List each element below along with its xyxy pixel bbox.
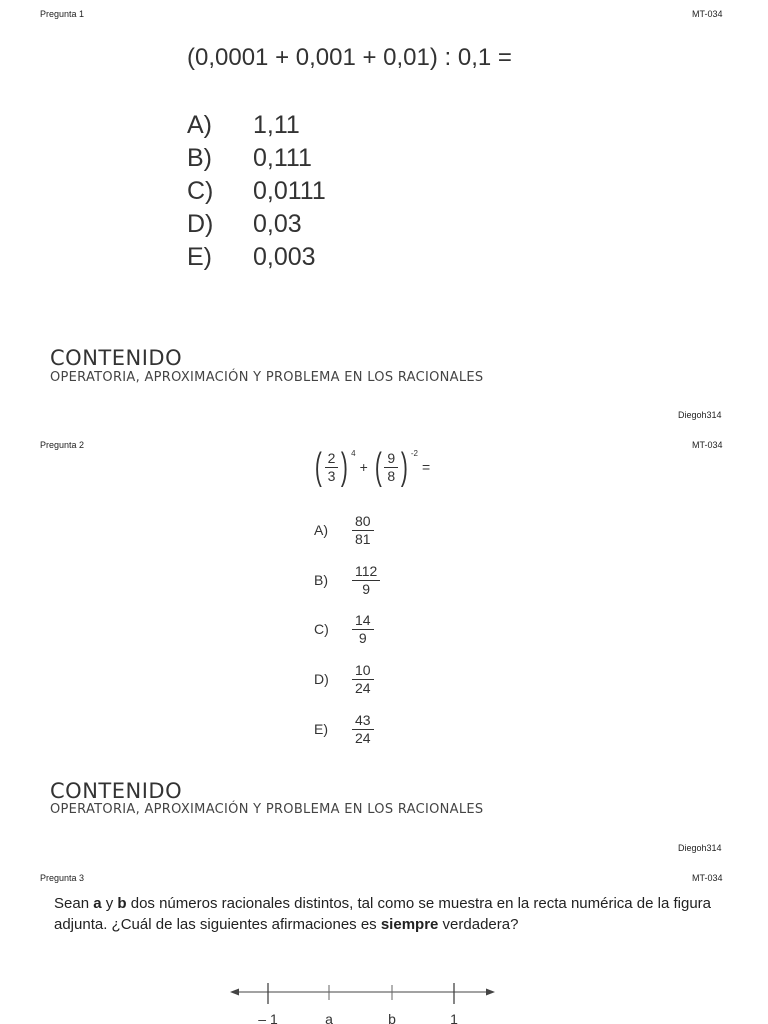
- left-paren: (: [374, 446, 382, 488]
- label-one: 1: [450, 1011, 458, 1024]
- option-letter: E): [187, 243, 212, 271]
- option-d[interactable]: [314, 663, 374, 695]
- question-2-label: Pregunta 2: [40, 440, 85, 450]
- content-title: CONTENIDO: [50, 346, 183, 370]
- question-1-expression: (0,0001 + 0,001 + 0,01) : 0,1 =: [187, 44, 512, 71]
- right-paren: ): [341, 446, 349, 488]
- question-1-code: MT-034: [692, 9, 723, 19]
- question-2-expression: [312, 448, 430, 486]
- exponent: -2: [410, 448, 418, 458]
- option-letter: E): [314, 721, 328, 738]
- option-value: 0,03: [253, 210, 302, 238]
- left-paren: (: [314, 446, 322, 488]
- option-letter: A): [187, 111, 212, 139]
- exponent: 4: [351, 448, 356, 458]
- option-letter: D): [314, 671, 329, 688]
- left-arrow: [230, 989, 239, 996]
- option-value: 0,003: [253, 243, 316, 271]
- author-credit: Diegoh314: [678, 410, 722, 420]
- option-value: 0,0111: [253, 177, 326, 205]
- option-value: 0,111: [253, 144, 312, 172]
- option-value: 1,11: [253, 111, 300, 139]
- right-arrow: [486, 989, 495, 996]
- label-a: a: [325, 1011, 333, 1024]
- option-letter: C): [187, 177, 214, 205]
- fraction: $\frac{80}{81}$: [352, 514, 374, 546]
- option-e[interactable]: [187, 243, 316, 272]
- fraction: $\frac{43}{24}$: [352, 713, 374, 745]
- option-e[interactable]: [314, 713, 374, 745]
- question-2-code: MT-034: [692, 440, 723, 450]
- number-line: [220, 978, 510, 1024]
- option-d[interactable]: [187, 210, 302, 239]
- question-1-label: Pregunta 1: [40, 9, 85, 19]
- fraction: $\frac{9}{8}$: [384, 451, 398, 483]
- question-3-text: Sean a y b dos números racionales distintos, tal como se muestra en la recta numérica de la figura adjunta. ¿Cuál de las siguientes afirmaciones es siempre verdadera?: [54, 895, 712, 933]
- option-c[interactable]: [314, 613, 374, 645]
- option-a[interactable]: [187, 111, 300, 140]
- content-title: CONTENIDO: [50, 779, 183, 803]
- question-3-label: Pregunta 3: [40, 873, 85, 883]
- option-letter: C): [314, 621, 329, 638]
- option-b[interactable]: [314, 564, 380, 596]
- fraction: $\frac{10}{24}$: [352, 663, 374, 695]
- plus-sign: +: [359, 459, 368, 475]
- fraction: $\frac{14}{9}$: [352, 613, 374, 645]
- fraction: $\frac{2}{3}$: [325, 451, 339, 483]
- option-letter: D): [187, 210, 214, 238]
- option-c[interactable]: [187, 177, 326, 206]
- question-3-code: MT-034: [692, 873, 723, 883]
- fraction: $\frac{112}{9}$: [352, 564, 380, 596]
- option-b[interactable]: [187, 144, 312, 173]
- option-a[interactable]: [314, 514, 374, 546]
- option-letter: B): [187, 144, 212, 172]
- equals-sign: =: [421, 459, 431, 475]
- option-letter: B): [314, 572, 328, 589]
- right-paren: ): [401, 446, 409, 488]
- content-subtitle: OPERATORIA, APROXIMACIÓN Y PROBLEMA EN LOS RACIONALES: [50, 802, 484, 817]
- author-credit: Diegoh314: [678, 843, 722, 853]
- content-subtitle: OPERATORIA, APROXIMACIÓN Y PROBLEMA EN LOS RACIONALES: [50, 370, 484, 385]
- option-letter: A): [314, 522, 328, 539]
- label-minus-one: – 1: [258, 1011, 278, 1024]
- label-b: b: [388, 1011, 396, 1024]
